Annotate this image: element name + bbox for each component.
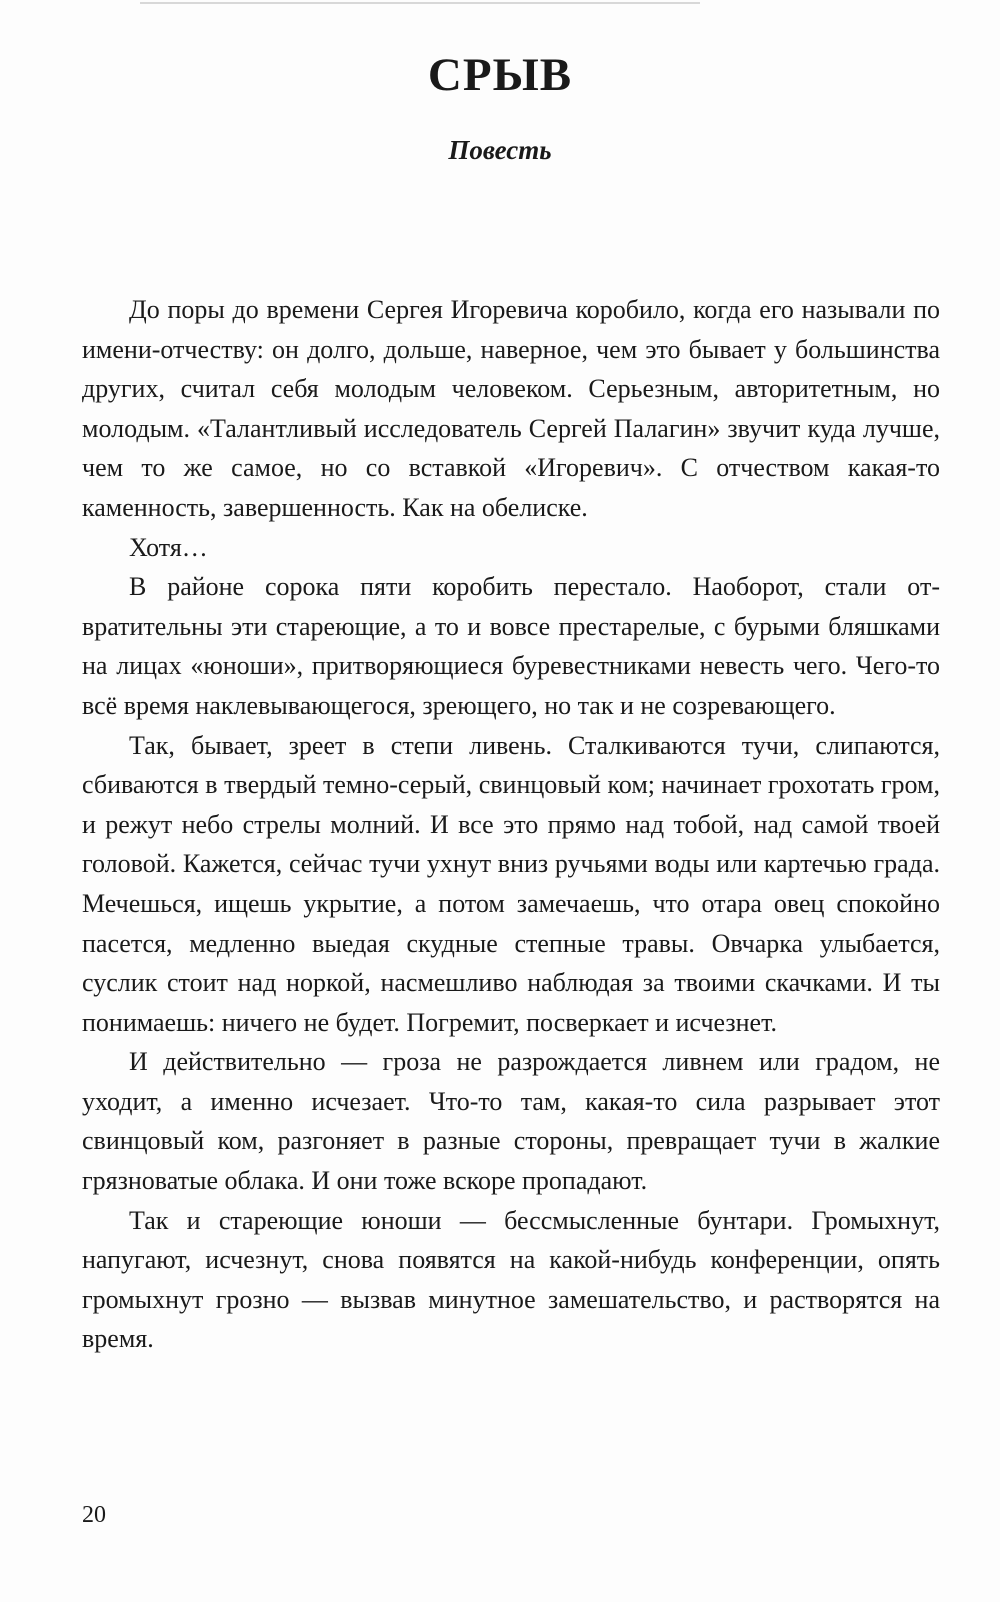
chapter-subtitle: Повесть <box>448 135 552 165</box>
paragraph: До поры до времени Сергея Игоревича коробило, когда его называли по имени-отчеству: он долго, дольше, наверное, чем это бывает у большинства других, считал себя молодым человеком. Серьезным, авторитетным, но молодым. «Талантливый исследователь Сергей Палагин» звучит куда лучше, чем то же самое, но со вставкой «Игоревич». С отчеством какая-то каменность, завершенность. Как на обелиске. <box>82 295 940 522</box>
paragraph: Так и стареющие юноши — бессмысленные бунтари. Громыхнут, напугают, исчезнут, снова появятся на какой-нибудь конференции, опять громыхнут грозно — вызвав минутное замешательство, и растворятся на время. <box>82 1205 940 1354</box>
chapter-title: СРЫВ <box>427 49 573 101</box>
paragraph: Хотя… <box>129 532 208 562</box>
paragraph: В районе сорока пяти коробить перестало. Наоборот, стали отвратительны эти стареющие, а то и вовсе престарелые, с бурыми бляшками на лицах «юноши», притворяющиеся буревестниками невесть чего. Чего-то всё время наклевывающегося, зреющего, но так и не созревающего. <box>82 572 940 720</box>
paragraph: Так, бывает, зреет в степи ливень. Сталкиваются тучи, слипаются, сбиваются в твердый темно-серый, свинцовый ком; начинает грохотать гром, и режут небо стрелы молний. И все это прямо над тобой, над самой твоей головой. Кажется, сейчас тучи ухнут вниз ручьями воды или картечью града. Мечешься, ищешь укрытие, а потом замечаешь, что отара овец спокойно пасется, медленно выедая скудные степные травы. Овчарка улыбается, суслик стоит над норкой, насмешливо наблюдая за твоими скачками. И ты понимаешь: ничего не будет. Погремит, посверкает и исчезнет. <box>82 730 940 1037</box>
paragraph: И действительно — гроза не разрождается ливнем или градом, не уходит, а именно исчезает. Что-то там, какая-то сила разрывает этот свинцовый ком, разгоняет в разные стороны, превращает тучи в жалкие грязноватые облака. И они тоже вскоре пропадают. <box>82 1047 940 1196</box>
body-text <box>82 290 940 1359</box>
top-edge-rule <box>140 2 700 4</box>
page-number: 20 <box>82 1502 106 1528</box>
